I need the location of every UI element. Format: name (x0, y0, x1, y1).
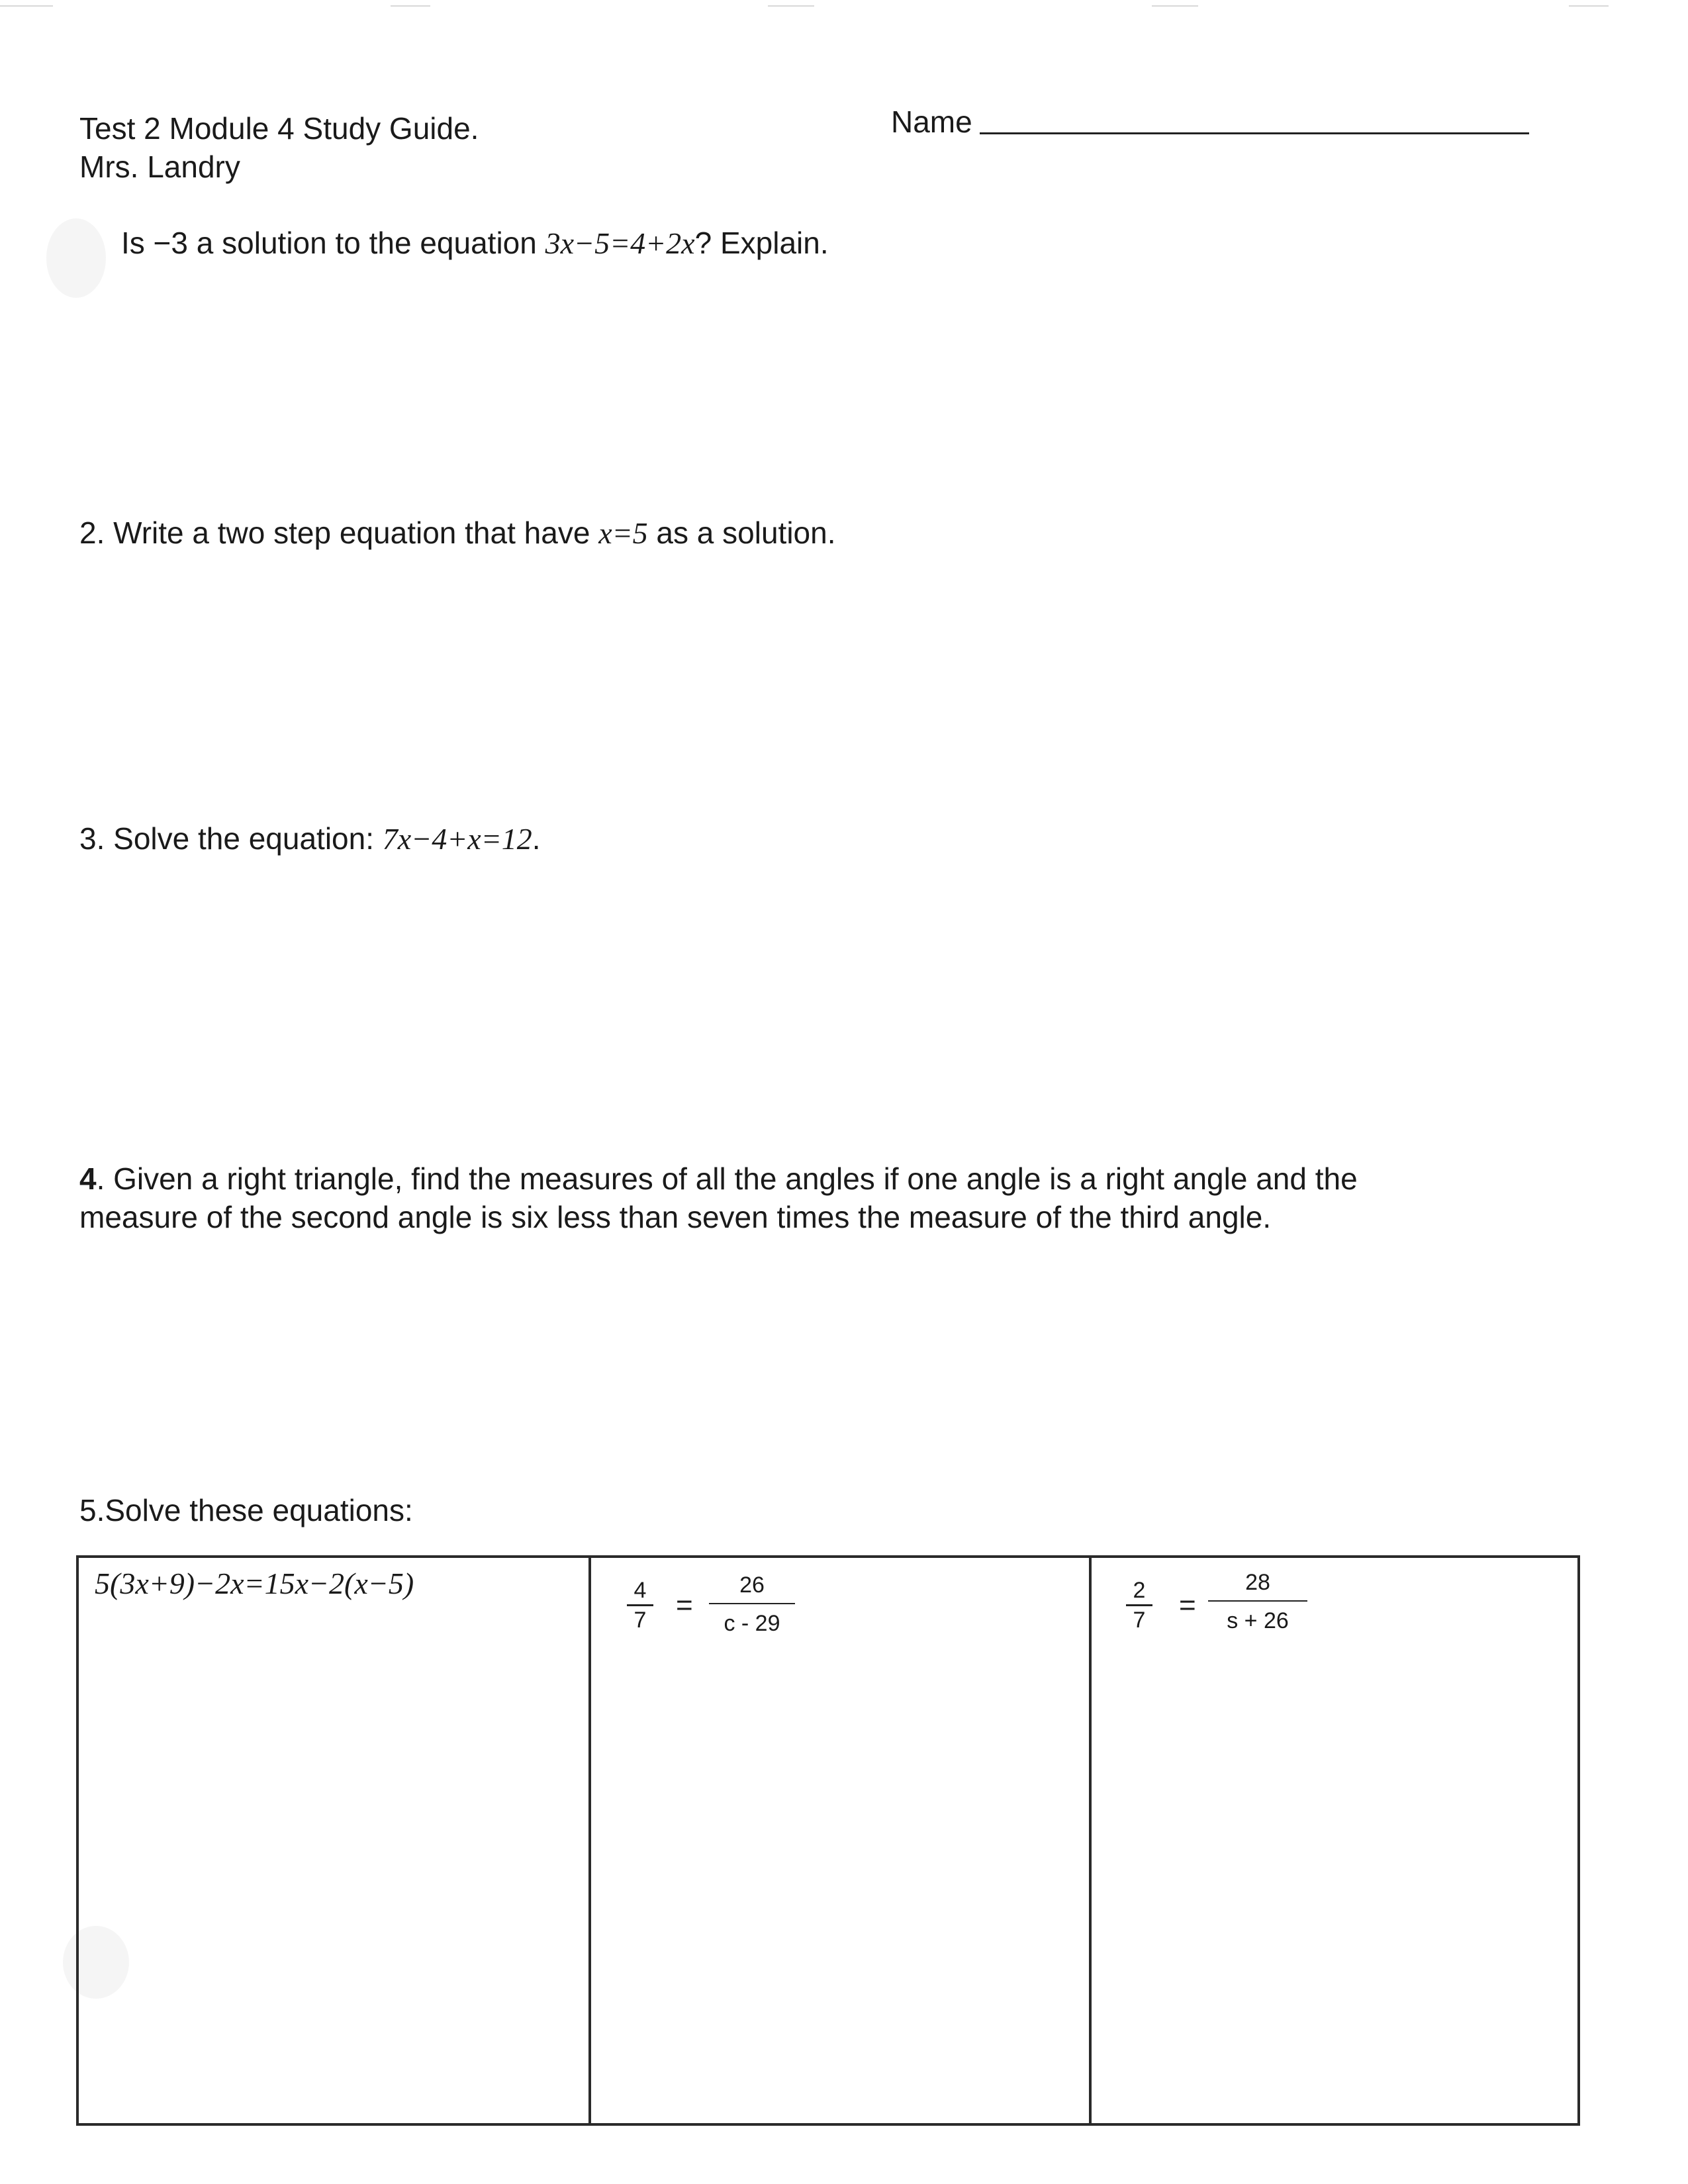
teacher-name: Mrs. Landry (79, 150, 240, 184)
name-label: Name (891, 105, 972, 139)
fraction-left (627, 1578, 653, 1633)
fraction-right (1208, 1570, 1307, 1633)
question-4-line-2: measure of the second angle is six less than seven times the measure of the third angle. (79, 1200, 1272, 1234)
equations-table (76, 1555, 1580, 2126)
question-4-line-1 (79, 1160, 1358, 1198)
question-2-equation: x=5 (598, 516, 648, 550)
equation-cell-1[interactable] (79, 1558, 588, 2123)
denominator: c - 29 (724, 1611, 780, 1636)
denominator: s + 26 (1227, 1608, 1289, 1633)
numerator: 4 (633, 1578, 647, 1603)
question-4-number: 4 (79, 1161, 97, 1196)
denominator: 7 (633, 1608, 647, 1633)
equals-sign: = (676, 1589, 693, 1621)
equation-1: 5(3x+9)−2x=15x−2(x−5) (95, 1567, 414, 1600)
equals-sign: = (1179, 1589, 1196, 1621)
question-2 (79, 514, 836, 553)
question-5-label: 5.Solve these equations: (79, 1493, 413, 1527)
question-1 (121, 224, 829, 263)
fraction-bar (1208, 1600, 1307, 1602)
question-2-text: 2. Write a two step equation that have (79, 516, 599, 550)
equation-cell-2[interactable] (588, 1558, 1089, 2123)
document-title: Test 2 Module 4 Study Guide. (79, 111, 479, 146)
fraction-right (709, 1572, 795, 1636)
numerator: 28 (1245, 1570, 1270, 1595)
question-1-text: Is −3 a solution to the equation (121, 226, 545, 260)
fraction-bar (709, 1603, 795, 1604)
fraction-bar (1126, 1604, 1152, 1606)
name-field[interactable] (980, 132, 1529, 134)
scan-smudge (46, 218, 106, 298)
question-1-suffix: ? Explain. (694, 226, 829, 260)
scan-mark (1569, 5, 1609, 7)
numerator: 26 (739, 1572, 765, 1598)
numerator: 2 (1133, 1578, 1146, 1603)
equation-cell-3[interactable] (1089, 1558, 1577, 2123)
question-3-equation: 7x−4+x=12 (382, 822, 532, 856)
fraction-bar (627, 1604, 653, 1606)
scan-mark (768, 5, 814, 7)
scan-mark (391, 5, 430, 7)
question-4 (79, 1160, 1358, 1236)
question-3-text: 3. Solve the equation: (79, 821, 383, 856)
denominator: 7 (1133, 1608, 1146, 1633)
question-3-suffix: . (532, 821, 541, 856)
question-3 (79, 819, 541, 858)
scan-mark (1152, 5, 1198, 7)
question-1-equation: 3x−5=4+2x (545, 226, 695, 260)
fraction-left (1126, 1578, 1152, 1633)
question-2-suffix: as a solution. (647, 516, 836, 550)
scan-mark (0, 5, 53, 7)
question-4-text: . Given a right triangle, find the measures of all the angles if one angle is a right angle and the (96, 1161, 1358, 1196)
